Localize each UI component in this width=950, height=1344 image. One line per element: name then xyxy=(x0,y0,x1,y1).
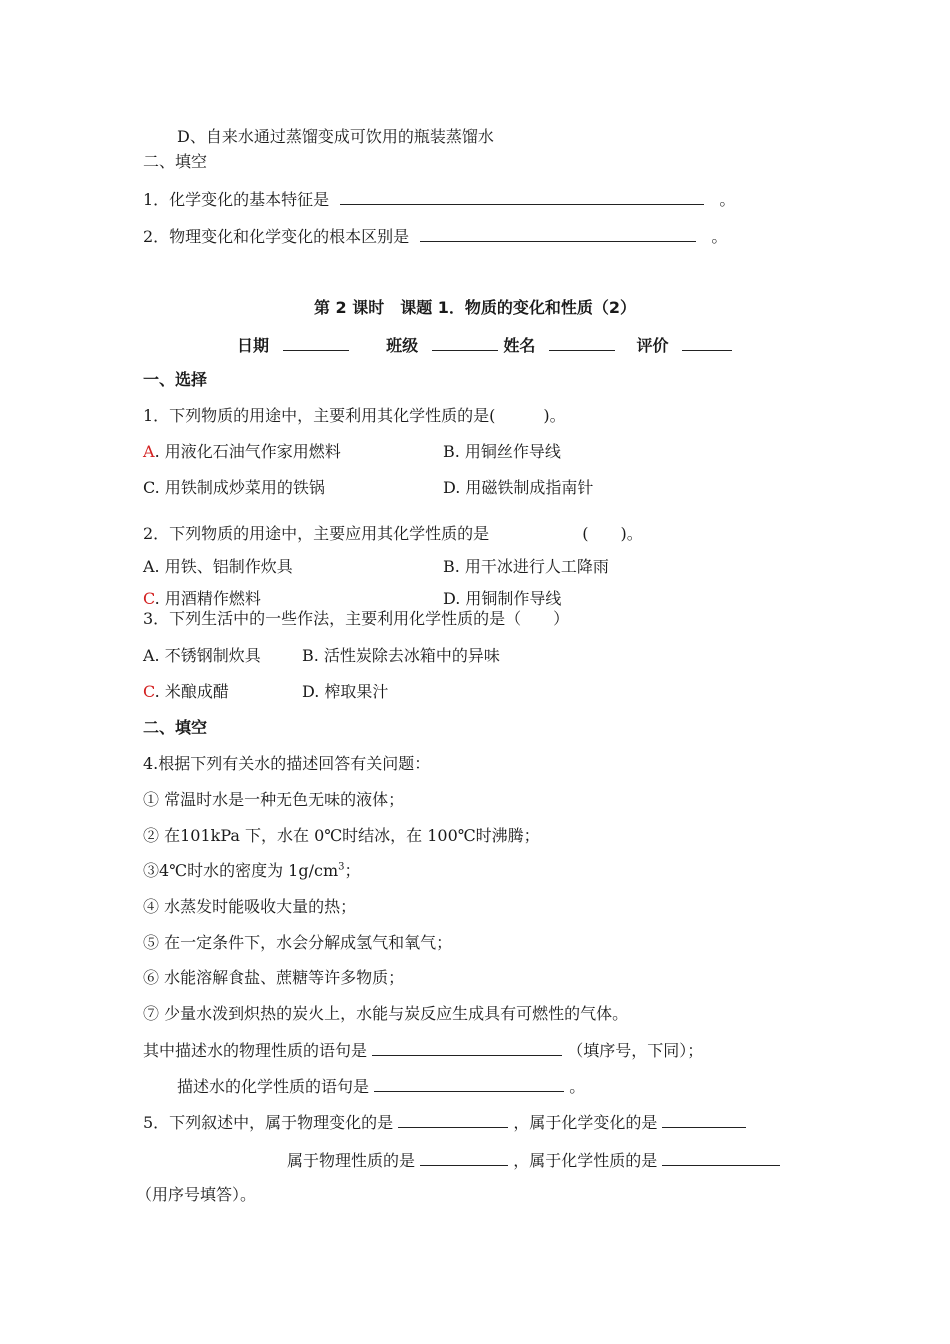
q4-physical-answer xyxy=(143,1040,703,1061)
question-text: 5．下列叙述中，属于物理变化的是 xyxy=(143,1113,394,1132)
q4-statement-1: ① 常温时水是一种无色无味的液体； xyxy=(143,790,405,809)
mc3-option-b: B. 活性炭除去冰箱中的异味 xyxy=(302,646,500,665)
option-letter: C xyxy=(143,589,155,608)
q4-statement-2: ② 在101kPa 下，水在 0℃时结冰，在 100℃时沸腾； xyxy=(143,826,540,845)
period: 。 xyxy=(569,1077,586,1096)
name-label: 姓名 xyxy=(503,336,536,355)
option-letter: C xyxy=(143,682,155,701)
answer-blank[interactable] xyxy=(340,189,704,205)
period: 。 xyxy=(719,190,736,209)
mc2-option-c xyxy=(143,589,261,609)
q4-statement-5: ⑤ 在一定条件下，水会分解成氢气和氧气； xyxy=(143,933,453,952)
chemical-property-blank[interactable] xyxy=(662,1150,780,1166)
mc1-option-d: D. 用磁铁制成指南针 xyxy=(443,478,594,497)
option-letter: A xyxy=(143,442,155,461)
q5-line-2 xyxy=(287,1150,780,1171)
mc3-option-c xyxy=(143,682,229,702)
mc1-stem: 1．下列物质的用途中，主要利用其化学性质的是( )。 xyxy=(143,406,566,425)
superscript: 3 xyxy=(338,861,345,873)
class-label: 班级 xyxy=(386,336,419,355)
q5-line-1 xyxy=(143,1112,746,1133)
physical-change-blank[interactable] xyxy=(398,1112,508,1128)
fill-question-1 xyxy=(143,189,735,210)
period: 。 xyxy=(711,227,728,246)
section-choice-heading: 一、选择 xyxy=(143,370,208,389)
answer-blank[interactable] xyxy=(372,1040,562,1056)
lesson-title: 第 2 课时 课题 1．物质的变化和性质（2） xyxy=(313,298,637,317)
q4-stem: 4.根据下列有关水的描述回答有关问题： xyxy=(143,754,431,773)
statement-end: ； xyxy=(344,861,361,880)
chemical-change-blank[interactable] xyxy=(662,1112,746,1128)
date-field[interactable] xyxy=(283,335,349,351)
q4-statement-4: ④ 水蒸发时能吸收大量的热； xyxy=(143,897,357,916)
evaluation-label: 评价 xyxy=(636,336,669,355)
option-text: . 用液化石油气作家用燃料 xyxy=(154,442,341,461)
question-suffix: （填序号，下同）； xyxy=(567,1041,704,1060)
mc3-option-d: D. 榨取果汁 xyxy=(302,682,389,701)
evaluation-field[interactable] xyxy=(682,335,732,351)
q4-statement-7: ⑦ 少量水泼到炽热的炭火上，水能与炭反应生成具有可燃性的气体。 xyxy=(143,1004,629,1023)
option-text: . 用酒精作燃料 xyxy=(154,589,261,608)
question-text: 2．物理变化和化学变化的根本区别是 xyxy=(143,227,410,246)
question-text: 属于物理性质的是 xyxy=(287,1151,416,1170)
option-text: . 米酿成醋 xyxy=(154,682,229,701)
option-d: D、自来水通过蒸馏变成可饮用的瓶装蒸馏水 xyxy=(177,127,494,146)
section-fill-heading: 二、填空 xyxy=(143,152,208,171)
question-text: 1．化学变化的基本特征是 xyxy=(143,190,330,209)
mc1-option-b: B. 用铜丝作导线 xyxy=(443,442,561,461)
question-text: ，属于化学变化的是 xyxy=(513,1113,658,1132)
mc3-stem: 3．下列生活中的一些作法，主要利用化学性质的是（ ） xyxy=(143,609,570,628)
answer-blank[interactable] xyxy=(374,1076,564,1092)
physical-property-blank[interactable] xyxy=(420,1150,508,1166)
question-text: 2．下列物质的用途中，主要应用其化学性质的是 xyxy=(143,524,490,543)
mc1-option-c: C. 用铁制成炒菜用的铁锅 xyxy=(143,478,325,497)
mc2-option-d: D. 用铜制作导线 xyxy=(443,589,562,608)
statement-text: ③4℃时水的密度为 1g/cm xyxy=(143,861,339,880)
question-text: 描述水的化学性质的语句是 xyxy=(177,1077,370,1096)
question-text: ，属于化学性质的是 xyxy=(513,1151,658,1170)
q5-note: （用序号填答）。 xyxy=(136,1185,257,1204)
mc2-option-a: A. 用铁、铝制作炊具 xyxy=(143,557,293,576)
mc3-option-a: A. 不锈钢制炊具 xyxy=(143,646,261,665)
answer-blank[interactable] xyxy=(420,226,696,242)
question-text: 其中描述水的物理性质的语句是 xyxy=(143,1041,368,1060)
class-field[interactable] xyxy=(432,335,498,351)
mc1-option-a xyxy=(143,442,341,462)
fill-question-2 xyxy=(143,226,727,247)
date-label: 日期 xyxy=(237,336,270,355)
answer-paren: ( )。 xyxy=(582,524,643,543)
name-field[interactable] xyxy=(549,335,615,351)
q4-chemical-answer xyxy=(177,1076,585,1097)
mc2-option-b: B. 用干冰进行人工降雨 xyxy=(443,557,609,576)
mc2-stem xyxy=(143,524,643,544)
student-info-row xyxy=(237,335,732,356)
q4-statement-3 xyxy=(143,861,361,881)
q4-statement-6: ⑥ 水能溶解食盐、蔗糖等许多物质； xyxy=(143,968,405,987)
section-fill-heading-2: 二、填空 xyxy=(143,718,208,737)
